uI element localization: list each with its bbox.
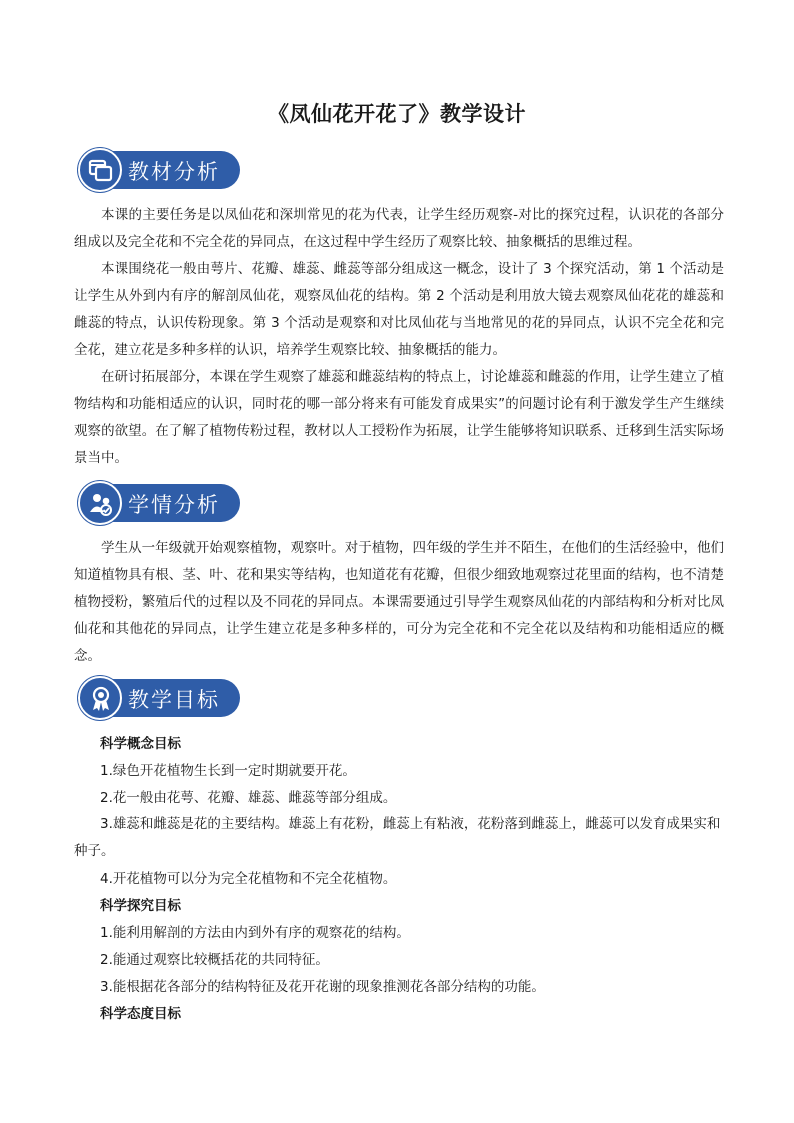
paragraph: 在研讨拓展部分，本课在学生观察了雄蕊和雌蕊结构的特点上，讨论雄蕊和雌蕊的作用，让学生建立了植物结构和功能相适应的认识，同时花的哪一部分将来有可能发育成果实”的问题讨论有利于激发学生产生继续观察的欲望。在了解了植物传粉过程，教材以人工授粉作为拓展，让学生能够将知识联系、迁移到生活实际场景当中。	[74, 369, 724, 466]
paragraph: 本课围绕花一般由萼片、花瓣、雄蕊、雌蕊等部分组成这一概念，设计了 3 个探究活动，第 1 个活动是让学生从外到内有序的解剖凤仙花，观察凤仙花的结构。第 2 个活动是利用放大镜去观察凤仙花花的雄蕊和雌蕊的特点，认识传粉现象。第 3 个活动是观察和对比凤仙花与当地常见的花的异同点，认识不完全花和完全花，建立花是多种多样的认识，培养学生观察比较、抽象概括的能力。	[74, 261, 724, 358]
subheading-concept-goals: 科学概念目标	[100, 736, 181, 752]
subheading-attitude-goals: 科学态度目标	[100, 1006, 181, 1022]
section-header-teaching-goals	[78, 676, 240, 720]
section-header-textbook-analysis	[78, 148, 240, 192]
list-item: 2.花一般由花萼、花瓣、雄蕊、雌蕊等部分组成。	[100, 790, 397, 806]
award-icon	[87, 685, 115, 713]
list-item: 3.雄蕊和雌蕊是花的主要结构。雄蕊上有花粉，雌蕊上有粘液，花粉落到雌蕊上，雌蕊可以发育成果实和种子。	[74, 816, 721, 859]
students-icon	[87, 490, 115, 518]
list-item: 3.能根据花各部分的结构特征及花开花谢的现象推测花各部分结构的功能。	[100, 979, 545, 995]
list-item: 1.绿色开花植物生长到一定时期就要开花。	[100, 763, 356, 779]
subheading-inquiry-goals: 科学探究目标	[100, 898, 181, 914]
section-title: 教学目标	[128, 688, 220, 712]
list-item: 1.能利用解剖的方法由内到外有序的观察花的结构。	[100, 925, 410, 941]
paragraph: 学生从一年级就开始观察植物，观察叶。对于植物，四年级的学生并不陌生，在他们的生活经验中，他们知道植物具有根、茎、叶、花和果实等结构，也知道花有花瓣，但很少细致地观察过花里面的结构，也不清楚植物授粉，繁殖后代的过程以及不同花的异同点。本课需要通过引导学生观察凤仙花的内部结构和分析对比凤仙花和其他花的异同点，让学生建立花是多种多样的，可分为完全花和不完全花以及结构和功能相适应的概念。	[74, 540, 724, 664]
page-title: 《凤仙花开花了》教学设计	[268, 102, 526, 126]
section-title: 学情分析	[128, 493, 220, 517]
paragraph: 本课的主要任务是以凤仙花和深圳常见的花为代表，让学生经历观察-对比的探究过程，认识花的各部分组成以及完全花和不完全花的异同点，在这过程中学生经历了观察比较、抽象概括的思维过程。	[74, 207, 724, 250]
section-header-student-analysis	[78, 481, 240, 525]
section-title: 教材分析	[128, 160, 220, 184]
documents-icon	[87, 157, 115, 185]
list-item: 2.能通过观察比较概括花的共同特征。	[100, 952, 329, 968]
list-item: 4.开花植物可以分为完全花植物和不完全花植物。	[100, 871, 397, 887]
